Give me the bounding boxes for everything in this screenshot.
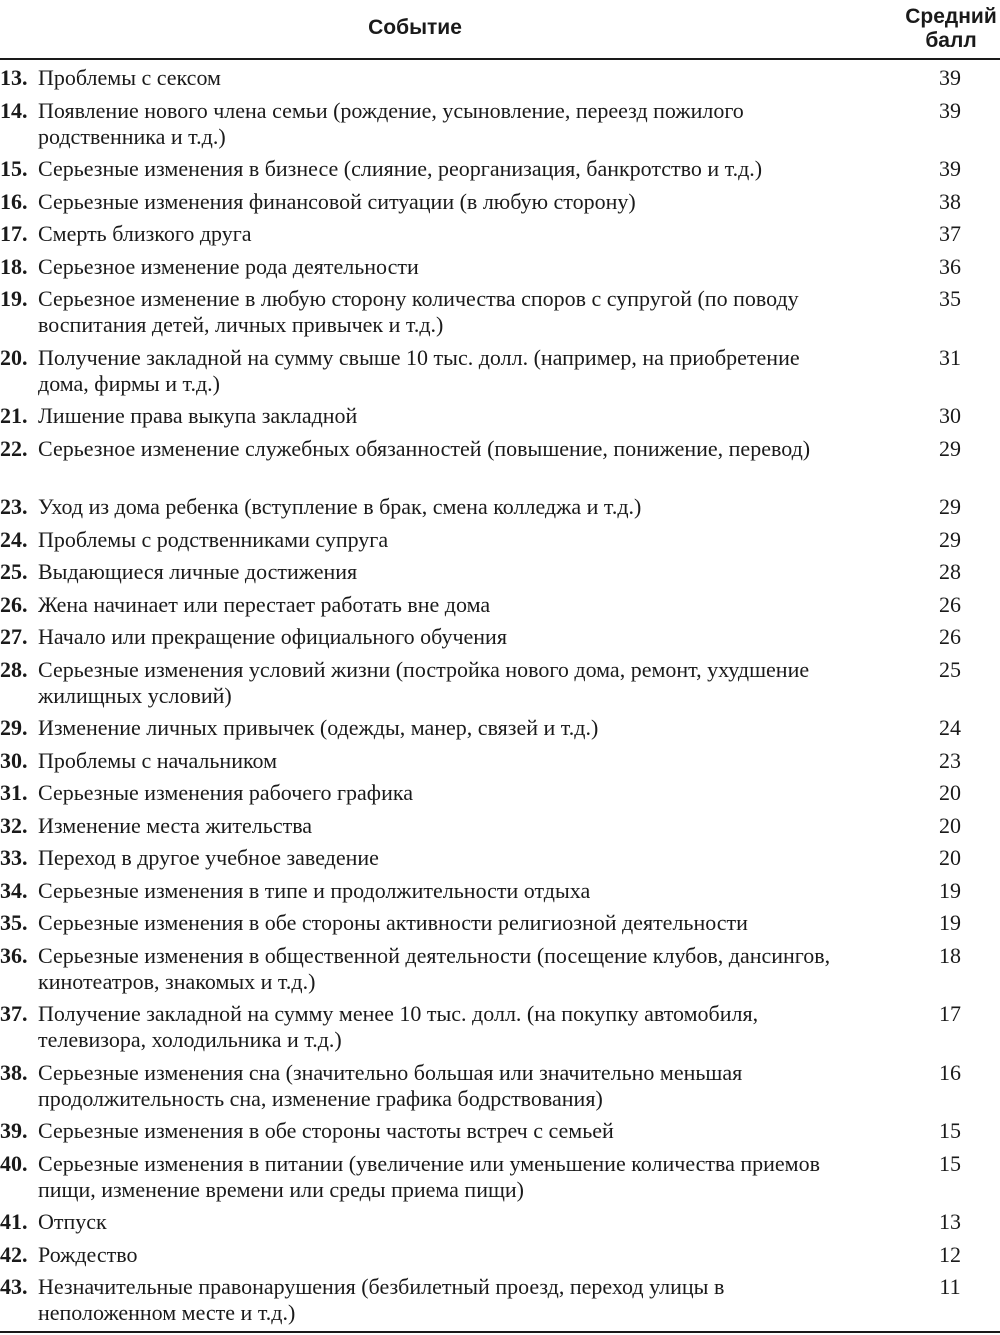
table-row <box>0 907 1000 940</box>
table-row <box>0 62 1000 95</box>
table-row <box>0 218 1000 251</box>
event-text: Получение закладной на сумму менее 10 тыс. долл. (на покупку автомобиля, телевизора, холодильника и т.д.) <box>38 1001 759 1052</box>
row-number: 35. <box>0 910 28 935</box>
row-number: 32. <box>0 812 28 838</box>
score-value: 30 <box>939 403 961 428</box>
event-text: Проблемы с родственниками супруга <box>38 526 389 552</box>
table-row <box>0 491 1000 524</box>
score-value: 19 <box>939 877 961 903</box>
score-value: 11 <box>939 1274 961 1299</box>
table-row <box>0 1057 1000 1116</box>
table-body <box>0 62 1000 1330</box>
table-row <box>0 524 1000 557</box>
event-text: Серьезные изменения условий жизни (постройка нового дома, ремонт, ухудшение жилищных условий) <box>38 656 810 708</box>
table-row <box>0 777 1000 810</box>
row-number: 17. <box>0 221 28 246</box>
event-text: Проблемы с сексом <box>38 65 221 90</box>
score-value: 15 <box>939 1150 961 1176</box>
event-text: Серьезные изменения в обе стороны активности религиозной деятельности <box>38 910 748 935</box>
event-text: Серьезные изменения финансовой ситуации (в любую сторону) <box>38 188 636 214</box>
score-value: 31 <box>939 344 961 370</box>
row-number: 38. <box>0 1059 28 1085</box>
event-text: Смерть близкого друга <box>38 221 252 246</box>
score-value: 25 <box>939 656 961 682</box>
score-value: 36 <box>939 253 961 279</box>
event-text: Изменение личных привычек (одежды, манер, связей и т.д.) <box>38 715 599 740</box>
event-text: Серьезное изменение в любую сторону количества споров с супругой (по поводу воспитания детей, личных привычек и т.д.) <box>38 286 799 337</box>
table-row <box>0 1271 1000 1330</box>
row-number: 28. <box>0 656 28 682</box>
table-row <box>0 186 1000 219</box>
event-text: Серьезные изменения в обе стороны частоты встреч с семьей <box>38 1118 614 1143</box>
event-text: Серьезное изменение рода деятельности <box>38 253 419 279</box>
row-number: 36. <box>0 942 28 968</box>
table-row <box>0 433 1000 492</box>
event-text: Серьезные изменения в общественной деятельности (посещение клубов, дансингов, кинотеатров, знакомых и т.д.) <box>38 942 831 994</box>
event-text: Переход в другое учебное заведение <box>38 845 379 870</box>
event-text: Изменение места жительства <box>38 812 313 838</box>
score-value: 24 <box>939 715 961 740</box>
row-number: 15. <box>0 156 28 181</box>
event-text: Серьезные изменения в типе и продолжительности отдыха <box>38 877 591 903</box>
table-row <box>0 556 1000 589</box>
score-value: 20 <box>939 845 961 870</box>
event-text: Незначительные правонарушения (безбилетный проезд, переход улицы в неположенном месте и т.д.) <box>38 1274 725 1325</box>
score-value: 23 <box>939 747 961 773</box>
table-header <box>0 0 1000 60</box>
table-row <box>0 842 1000 875</box>
row-number: 33. <box>0 845 28 870</box>
event-text: Уход из дома ребенка (вступление в брак, смена колледжа и т.д.) <box>38 494 642 519</box>
score-value: 26 <box>939 591 961 617</box>
row-number: 26. <box>0 591 28 617</box>
table-row <box>0 251 1000 284</box>
score-value: 29 <box>939 494 961 519</box>
row-number: 25. <box>0 559 28 584</box>
table-row <box>0 1148 1000 1207</box>
score-value: 15 <box>939 1118 961 1143</box>
score-header-line2: балл <box>925 29 977 52</box>
score-value: 39 <box>939 65 961 90</box>
score-value: 37 <box>939 221 961 246</box>
row-number: 34. <box>0 877 28 903</box>
score-value: 20 <box>939 812 961 838</box>
event-text: Серьезное изменение служебных обязанностей (повышение, понижение, перевод) <box>38 435 811 461</box>
score-value: 17 <box>939 1001 961 1026</box>
row-number: 16. <box>0 188 28 214</box>
row-number: 23. <box>0 494 28 519</box>
table-bottom-rule <box>0 1331 1000 1333</box>
table-row <box>0 1206 1000 1239</box>
table-row <box>0 153 1000 186</box>
event-text: Появление нового члена семьи (рождение, усыновление, переезд пожилого родственника и т.д.) <box>38 97 744 149</box>
event-text: Получение закладной на сумму свыше 10 тыс. долл. (например, на приобретение дома, фирмы и т.д.) <box>38 344 800 396</box>
event-text: Серьезные изменения сна (значительно большая или значительно меньшая продолжительность сна, изменение графика бодрствования) <box>38 1059 743 1111</box>
table-row <box>0 95 1000 154</box>
score-value: 13 <box>939 1209 961 1234</box>
score-value: 12 <box>939 1241 961 1267</box>
event-column-header: Событие <box>368 16 462 39</box>
row-number: 40. <box>0 1150 28 1176</box>
score-value: 35 <box>939 286 961 311</box>
row-number: 43. <box>0 1274 28 1299</box>
row-number: 30. <box>0 747 28 773</box>
event-text: Выдающиеся личные достижения <box>38 559 358 584</box>
event-text: Проблемы с начальником <box>38 747 278 773</box>
event-text: Серьезные изменения в питании (увеличение или уменьшение количества приемов пищи, изменение времени или среды приема пищи) <box>38 1150 820 1202</box>
table-row <box>0 998 1000 1057</box>
row-number: 20. <box>0 344 28 370</box>
table-row <box>0 589 1000 622</box>
row-number: 13. <box>0 65 28 90</box>
table-row <box>0 1115 1000 1148</box>
score-value: 39 <box>939 156 961 181</box>
table-row <box>0 810 1000 843</box>
score-value: 29 <box>939 526 961 552</box>
table-row <box>0 745 1000 778</box>
score-value: 20 <box>939 780 961 805</box>
score-value: 39 <box>939 97 961 123</box>
row-number: 22. <box>0 435 28 461</box>
table-row <box>0 621 1000 654</box>
event-text: Начало или прекращение официального обучения <box>38 624 507 649</box>
table-row <box>0 283 1000 342</box>
score-value: 19 <box>939 910 961 935</box>
table-row <box>0 940 1000 999</box>
event-text: Рождество <box>38 1241 138 1267</box>
table-row <box>0 342 1000 401</box>
row-number: 37. <box>0 1001 28 1026</box>
table-row <box>0 712 1000 745</box>
row-number: 21. <box>0 403 28 428</box>
row-number: 27. <box>0 624 28 649</box>
row-number: 14. <box>0 97 28 123</box>
event-text: Лишение права выкупа закладной <box>38 403 358 428</box>
score-value: 38 <box>939 188 961 214</box>
row-number: 29. <box>0 715 28 740</box>
row-number: 24. <box>0 526 28 552</box>
score-value: 29 <box>939 435 961 461</box>
event-text: Серьезные изменения в бизнесе (слияние, реорганизация, банкротство и т.д.) <box>38 156 763 181</box>
table-row <box>0 654 1000 713</box>
score-value: 28 <box>939 559 961 584</box>
score-value: 18 <box>939 942 961 968</box>
row-number: 19. <box>0 286 28 311</box>
score-value: 26 <box>939 624 961 649</box>
score-value: 16 <box>939 1059 961 1085</box>
table-row <box>0 1239 1000 1272</box>
row-number: 39. <box>0 1118 28 1143</box>
row-number: 31. <box>0 780 28 805</box>
table-row <box>0 875 1000 908</box>
event-text: Отпуск <box>38 1209 107 1234</box>
row-number: 42. <box>0 1241 28 1267</box>
table-row <box>0 400 1000 433</box>
row-number: 41. <box>0 1209 28 1234</box>
event-text: Серьезные изменения рабочего графика <box>38 780 413 805</box>
score-header-line1: Средний <box>905 5 997 28</box>
row-number: 18. <box>0 253 28 279</box>
score-column-header <box>895 5 1000 53</box>
event-text: Жена начинает или перестает работать вне дома <box>38 591 491 617</box>
